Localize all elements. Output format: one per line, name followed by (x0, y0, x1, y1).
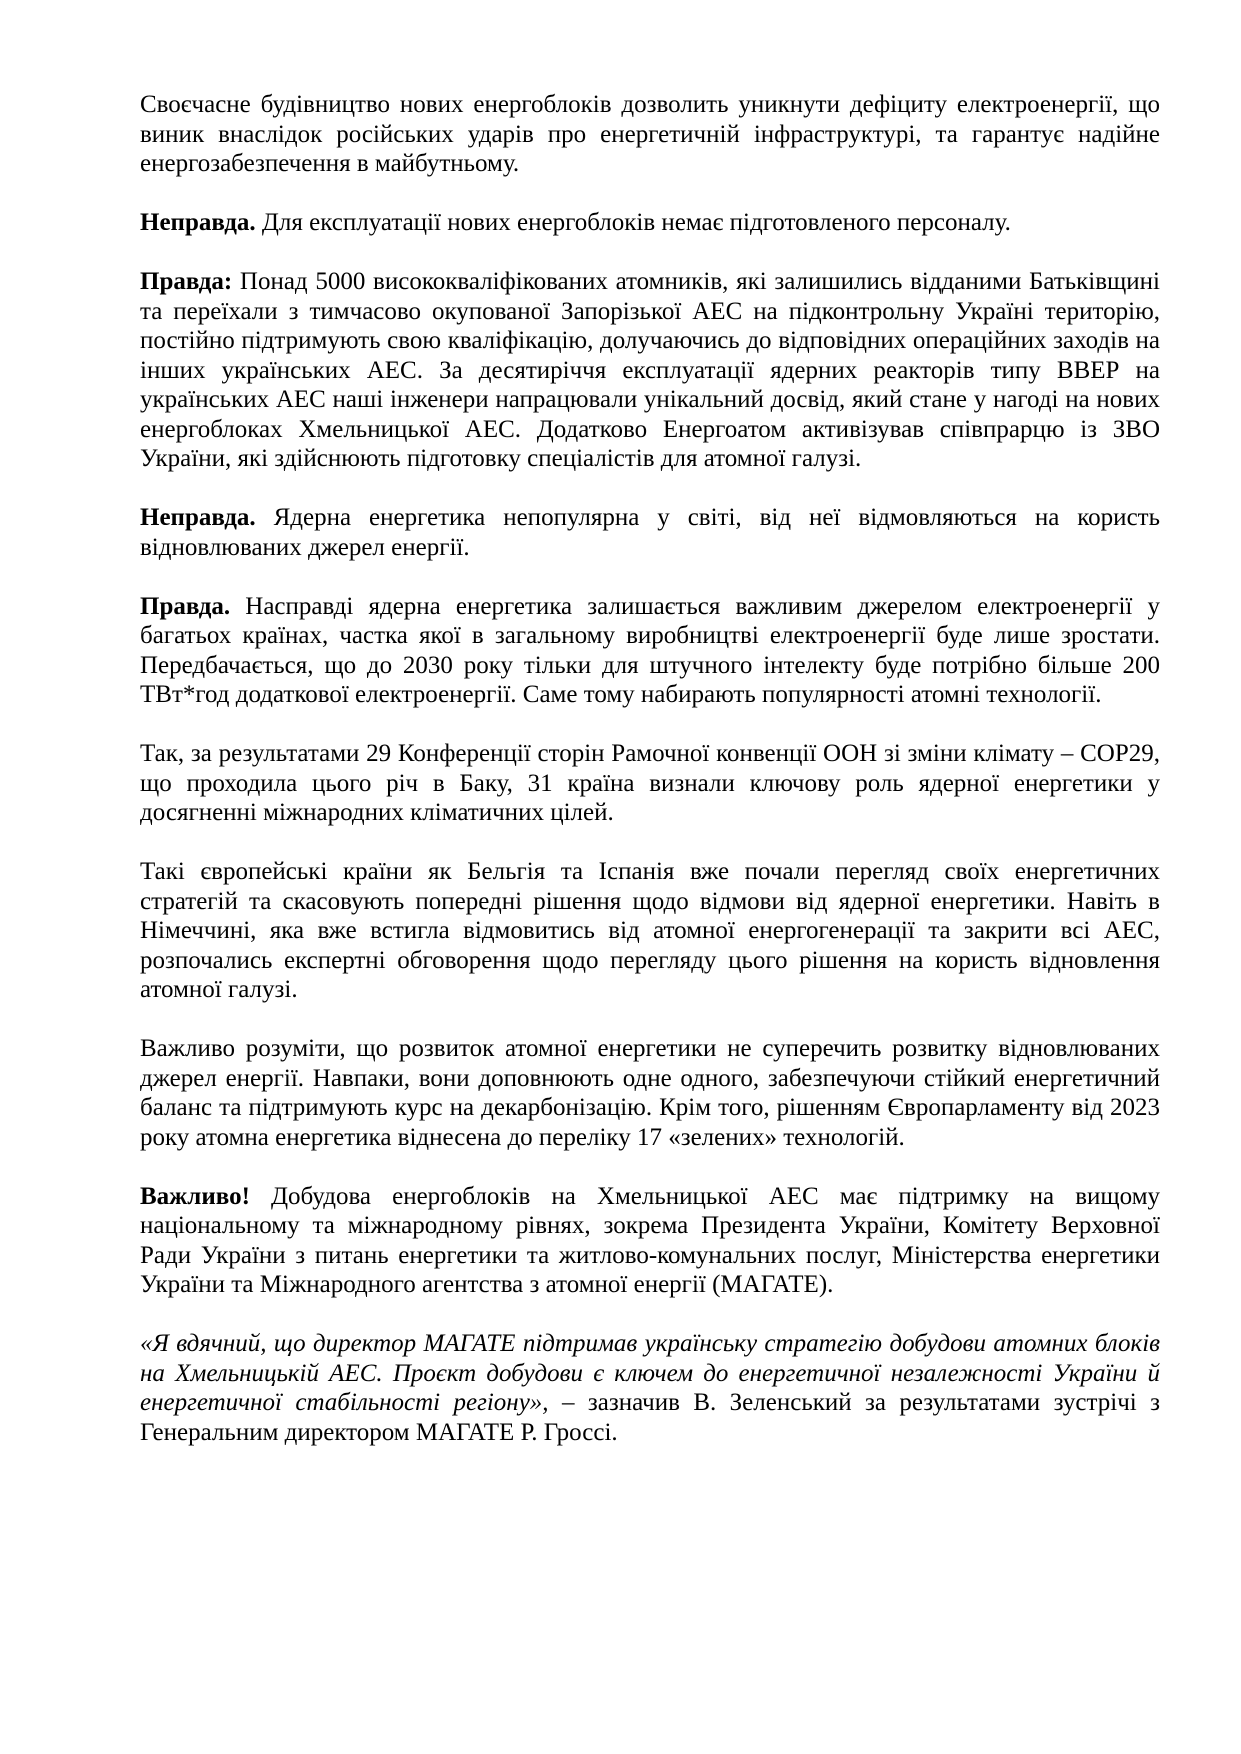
paragraph-cop29 (140, 739, 1160, 828)
paragraph-lead: Неправда. (140, 209, 256, 236)
paragraph-text: Для експлуатації нових енергоблоків немає підготовленого персоналу. (261, 209, 1011, 236)
paragraph-zelensky-quote (140, 1329, 1160, 1447)
paragraph-renewables-balance (140, 1034, 1160, 1152)
paragraph-text: Так, за результатами 29 Конференції сторін Рамочної конвенції ООН зі зміни клімату – СОР29, що проходила цього річ в Баку, 31 країна визнали ключову роль ядерної енергетики у досягненні міжнародних кліматичних цілей. (140, 740, 1160, 826)
paragraph-european-countries (140, 857, 1160, 1005)
paragraph-intro (140, 90, 1160, 179)
paragraph-lead: Неправда. (140, 504, 256, 531)
paragraph-important-support (140, 1182, 1160, 1300)
quote-attribution: – зазначив В. Зеленський за результатами зустрічі з Генеральним директором МАГАТЕ Р. Гроссі. (140, 1389, 1161, 1446)
paragraph-false-claim-personnel (140, 208, 1160, 238)
paragraph-text: Важливо розуміти, що розвиток атомної енергетики не суперечить розвитку відновлюваних джерел енергії. Навпаки, вони доповнюють одне одного, забезпечуючи стійкий енергетичний баланс та підтримують курс на декарбонізацію. Крім того, рішенням Європарламенту від 2023 року атомна енергетика віднесена до переліку 17 «зелених» технологій. (140, 1035, 1160, 1151)
paragraph-false-claim-popularity (140, 503, 1160, 562)
paragraph-lead: Важливо! (140, 1182, 250, 1210)
paragraph-text: Такі європейські країни як Бельгія та Іспанія вже почали перегляд своїх енергетичних стратегій та скасовують попередні рішення щодо відмови від ядерної енергетики. Навіть в Німеччині, яка вже встигла відмовитись від атомної енергогенерації та закрити всі АЕС, розпочались експертні обговорення щодо перегляду цього рішення на користь відновлення атомної галузі. (140, 858, 1160, 1003)
paragraph-text: Своєчасне будівництво нових енергоблоків дозволить уникнути дефіциту електроенергії, що виник внаслідок російських ударів про енергетичній інфраструктурі, та гарантує надійне енергозабезпечення в майбутньому. (140, 91, 1160, 177)
paragraph-text: Добудова енергоблоків на Хмельницької АЕС має підтримку на вищому національному та міжнародному рівнях, зокрема Президента України, Комітету Верховної Ради України з питань енергетики та житлово-комунальних послуг, Міністерства енергетики України та Міжнародного агентства з атомної енергії (МАГАТЕ). (140, 1182, 1161, 1298)
paragraph-lead: Правда: (140, 268, 233, 295)
quote-text: «Я вдячний, що директор МАГАТЕ підтримав українську стратегію добудови атомних блоків на Хмельницькій АЕС. Проєкт добудови є ключем до енергетичної незалежності України й енергетичної стабільності регіону», (140, 1330, 1160, 1416)
paragraph-text: Понад 5000 висококваліфікованих атомників, які залишились відданими Батьківщині та переїхали з тимчасово окупованої Запорізької АЕС на підконтрольну Україні територію, постійно підтримують свою кваліфікацію, долучаючись до відповідних операційних заходів на інших українських АЕС. За десятиріччя експлуатації ядерних реакторів типу ВВЕР на українських АЕС наші інженери напрацювали унікальний досвід, який стане у нагоді на нових енергоблоках Хмельницької АЕС. Додатково Енергоатом активізував співпрарцю із ЗВО України, які здійснюють підготовку спеціалістів для атомної галузі. (140, 268, 1161, 472)
paragraph-text: Ядерна енергетика непопулярна у світі, від неї відмовляються на користь відновлюваних джерел енергії. (140, 504, 1160, 561)
paragraph-lead: Правда. (140, 592, 231, 620)
paragraph-truth-popularity (140, 592, 1160, 710)
paragraph-text: Насправді ядерна енергетика залишається важливим джерелом електроенергії у багатьох країнах, частка якої в загальному виробництві електроенергії буде лише зростати. Передбачається, що до 2030 року тільки для штучного інтелекту буде потрібно більше 200 ТВт*год додаткової електроенергії. Саме тому набирають популярності атомні технології. (140, 592, 1160, 708)
paragraph-truth-personnel (140, 267, 1160, 474)
